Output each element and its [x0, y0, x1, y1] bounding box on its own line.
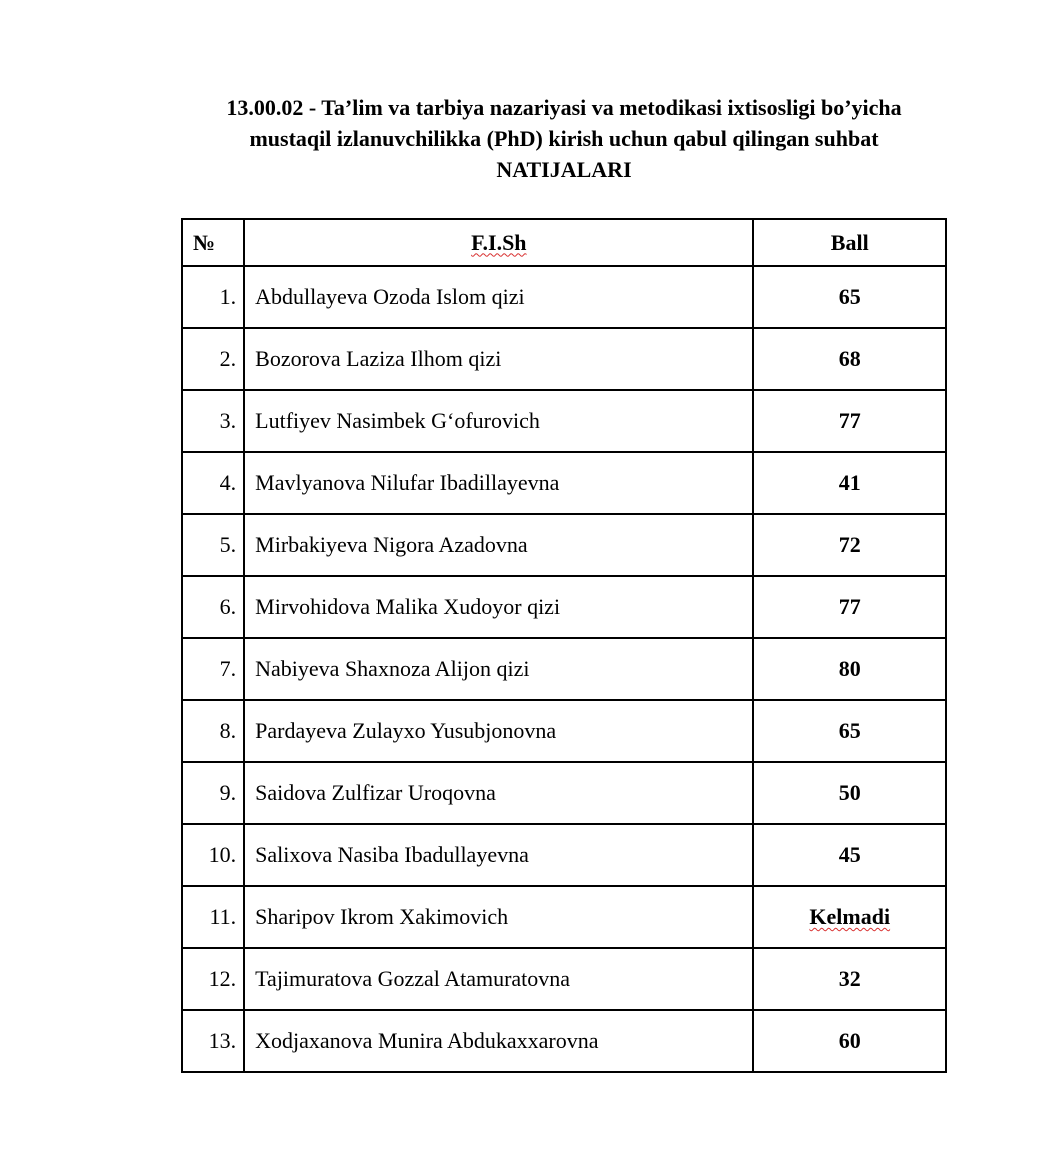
- title-line-1: 13.00.02 - Ta’lim va tarbiya nazariyasi va metodikasi ixtisosligi bo’yicha: [226, 95, 902, 120]
- row-score: 72: [753, 514, 946, 576]
- table-header-row: [182, 219, 946, 266]
- row-number: 3.: [182, 390, 244, 452]
- row-score: 41: [753, 452, 946, 514]
- row-name: Sharipov Ikrom Xakimovich: [244, 886, 753, 948]
- table-row: [182, 886, 946, 948]
- row-score: 50: [753, 762, 946, 824]
- row-number: 1.: [182, 266, 244, 328]
- row-name: Pardayeva Zulayxo Yusubjonovna: [244, 700, 753, 762]
- table-row: [182, 1010, 946, 1072]
- row-name: Nabiyeva Shaxnoza Alijon qizi: [244, 638, 753, 700]
- row-name: Bozorova Laziza Ilhom qizi: [244, 328, 753, 390]
- row-score: [753, 886, 946, 948]
- row-number: 12.: [182, 948, 244, 1010]
- row-score: 80: [753, 638, 946, 700]
- row-score: 77: [753, 576, 946, 638]
- row-name: Mavlyanova Nilufar Ibadillayevna: [244, 452, 753, 514]
- row-number: 7.: [182, 638, 244, 700]
- row-number: 8.: [182, 700, 244, 762]
- table-row: [182, 762, 946, 824]
- row-name: Salixova Nasiba Ibadullayevna: [244, 824, 753, 886]
- row-name: Lutfiyev Nasimbek G‘ofurovich: [244, 390, 753, 452]
- row-number: 4.: [182, 452, 244, 514]
- header-score: Ball: [753, 219, 946, 266]
- title-line-3: NATIJALARI: [496, 157, 632, 182]
- row-number: 5.: [182, 514, 244, 576]
- table-row: [182, 390, 946, 452]
- row-score: 45: [753, 824, 946, 886]
- table-row: [182, 328, 946, 390]
- row-score: 60: [753, 1010, 946, 1072]
- row-score: 65: [753, 266, 946, 328]
- results-table: [181, 218, 947, 1073]
- table-row: [182, 948, 946, 1010]
- row-score: 77: [753, 390, 946, 452]
- header-full-name-label: F.I.Sh: [471, 229, 527, 255]
- row-name: Mirvohidova Malika Xudoyor qizi: [244, 576, 753, 638]
- row-name: Xodjaxanova Munira Abdukaxxarovna: [244, 1010, 753, 1072]
- row-name: Mirbakiyeva Nigora Azadovna: [244, 514, 753, 576]
- title-line-2: mustaqil izlanuvchilikka (PhD) kirish uchun qabul qilingan suhbat: [249, 126, 879, 151]
- row-score: 68: [753, 328, 946, 390]
- table-row: [182, 638, 946, 700]
- document-title: [0, 92, 1050, 185]
- row-score: 65: [753, 700, 946, 762]
- header-number: №: [182, 219, 244, 266]
- row-number: 11.: [182, 886, 244, 948]
- table-row: [182, 452, 946, 514]
- table-row: [182, 824, 946, 886]
- row-name: Abdullayeva Ozoda Islom qizi: [244, 266, 753, 328]
- row-name: Tajimuratova Gozzal Atamuratovna: [244, 948, 753, 1010]
- row-score: 32: [753, 948, 946, 1010]
- row-number: 2.: [182, 328, 244, 390]
- table-row: [182, 514, 946, 576]
- row-name: Saidova Zulfizar Uroqovna: [244, 762, 753, 824]
- row-score-label: Kelmadi: [809, 904, 891, 929]
- header-full-name: [244, 219, 753, 266]
- table-row: [182, 266, 946, 328]
- row-number: 10.: [182, 824, 244, 886]
- row-number: 13.: [182, 1010, 244, 1072]
- table-row: [182, 700, 946, 762]
- row-number: 6.: [182, 576, 244, 638]
- table-row: [182, 576, 946, 638]
- row-number: 9.: [182, 762, 244, 824]
